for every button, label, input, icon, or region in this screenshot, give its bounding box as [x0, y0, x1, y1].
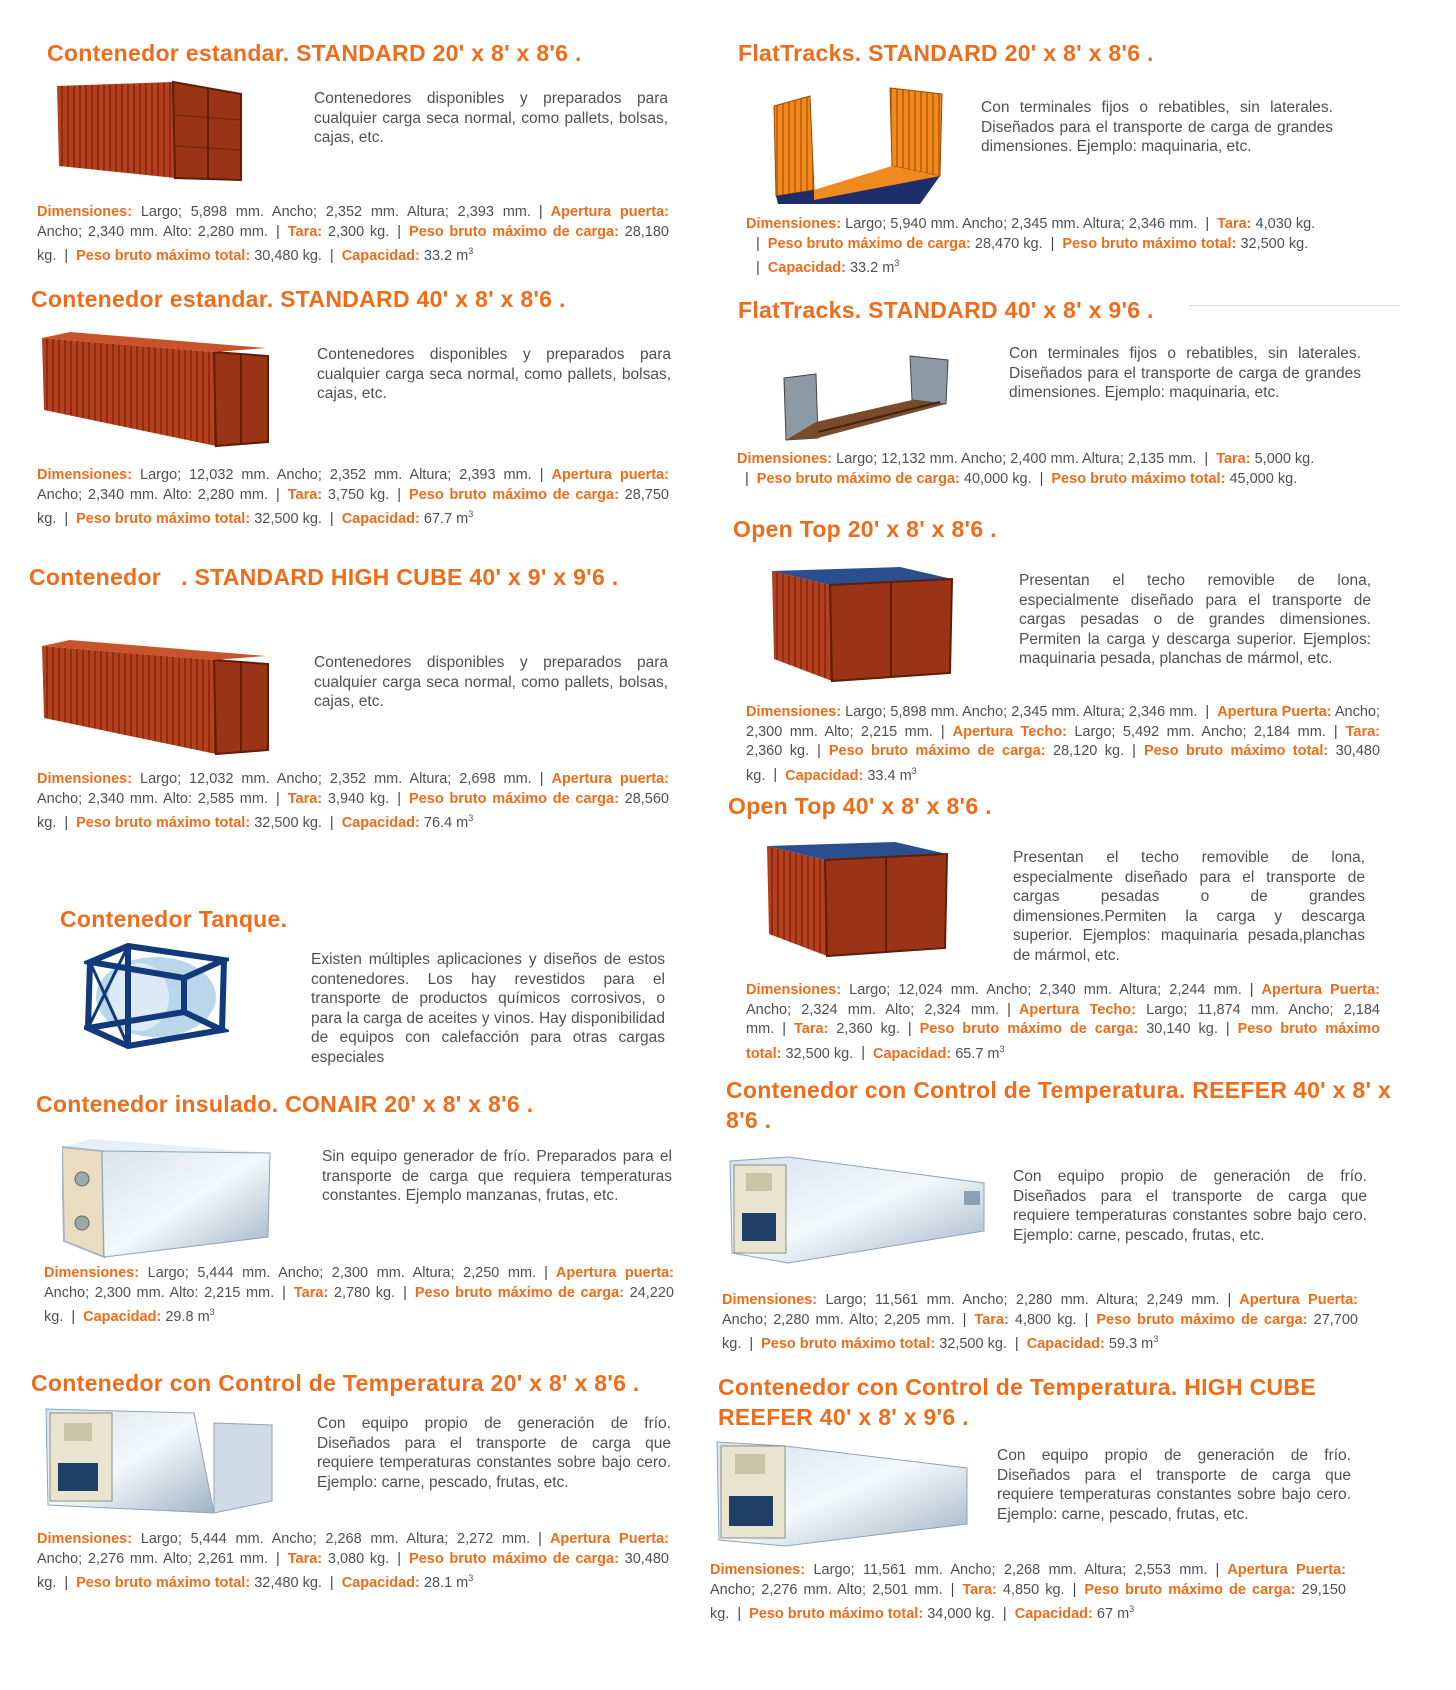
pbc-value: 30,480 kg. [37, 1550, 669, 1591]
tara-value: 5,000 kg. [1254, 451, 1315, 467]
cap-exponent: 3 [468, 813, 474, 823]
pbc-value: 28,470 kg. [974, 235, 1043, 252]
orange-20ft-container-image [55, 80, 245, 185]
card-description: Presentan el techo removible de lona, especialmente diseñado para el transporte de cargas pesadas o de grandes dimensiones.Permiten la carga y descarga superior. Ejemplos: maquinaria pesada,planchas de mármol, etc. [1013, 849, 1365, 964]
card-description: Con equipo propio de generación de frío. Diseñados para el transporte de carga que requiere temperaturas constantes sobre bajo cero. Ejemplo: carne, pescado, frutas, etc. [997, 1447, 1351, 1523]
card-description: Existen múltiples aplicaciones y diseños de estos contenedores. Los hay revestidos para el transporte de productos químicos corrosivos, o para la carga de aceites y vinos. Hay disponibilidad de equipos con calefacción para otras cargas especiales [311, 951, 665, 1066]
cap-exponent: 3 [999, 1043, 1005, 1054]
dim-label: Dimensiones: [37, 1531, 133, 1547]
pbt-label: Peso bruto máximo total: [1051, 470, 1226, 487]
card-specs: Dimensiones: Largo; 5,444 mm. Ancho; 2,300 mm. Altura; 2,250 mm. | Apertura puerta: Ancho; 2,300 mm. Alto: 2,215 mm. | Tara: 2,780 kg. | Peso bruto máximo de carga: 24,220 kg. | Capacidad: 29.8 $m^3$ [44, 1265, 674, 1325]
techo-label: Apertura Techo: [952, 723, 1067, 740]
pbc-value: 30,140 kg. [1146, 1021, 1218, 1037]
tara-value: 3,750 kg. [327, 486, 390, 503]
pbc-value: 40,000 kg. [963, 470, 1032, 487]
card-description: Contenedores disponibles y preparados para cualquier carga seca normal, como pallets, bolsas, cajas, etc. [317, 346, 671, 402]
ap-value: Ancho; 2,276 mm. Alto; 2,501 mm. [710, 1581, 943, 1598]
card-title: Contenedor con Control de Temperatura. REEFER 40' x 8' x 8'6 . [726, 1077, 1392, 1133]
cap-exponent: 3 [1153, 1334, 1159, 1344]
ap-value: Ancho; 2,300 mm. Alto; 2,215 mm. [746, 704, 1380, 740]
reefer-20ft-container-image [44, 1405, 274, 1517]
tara-label: Tara: [1345, 723, 1380, 740]
cap-value: 76.4 m [423, 814, 469, 831]
pbt-value: 32,500 kg. [1240, 235, 1309, 252]
card-description: Presentan el techo removible de lona, especialmente diseñado para el transporte de cargas pesadas o de grandes dimensiones. Permiten la carga y descarga superior. Ejemplos: maquinaria pesada, planchas de mármol, etc. [1019, 572, 1371, 667]
dim-value: Largo; 12,024 mm. Ancho; 2,340 mm. Altura; 2,244 mm. [849, 982, 1242, 998]
dim-value: Largo; 12,032 mm. Ancho; 2,352 mm. Altura; 2,393 mm. [140, 467, 532, 483]
pbt-label: Peso bruto máximo total: [761, 1335, 936, 1352]
pbt-value: 45,000 kg. [1229, 470, 1298, 487]
card-title: Contenedor con Control de Temperatura. HIGH CUBE REEFER 40' x 8' x 9'6 . [718, 1374, 1316, 1430]
pbt-value: 34,000 kg. [927, 1605, 995, 1622]
tara-value: 4,850 kg. [1002, 1581, 1065, 1598]
techo-value: Largo; 5,492 mm. Ancho; 2,184 mm. [1074, 723, 1326, 740]
dim-label: Dimensiones: [37, 204, 133, 220]
tara-label: Tara: [287, 790, 323, 807]
title-part-b: . STANDARD HIGH CUBE 40' x 9' x 9'6 . [181, 564, 619, 590]
card-title: FlatTracks. STANDARD 20' x 8' x 8'6 . [738, 40, 1154, 66]
pbt-label: Peso bruto máximo total: [76, 510, 251, 527]
tara-label: Tara: [1216, 451, 1251, 467]
cap-value: 65.7 m [955, 1045, 1000, 1062]
card-title: Open Top 20' x 8' x 8'6 . [733, 516, 997, 542]
techo-value: Largo; 11,874 mm. Ancho; 2,184 mm. [746, 1001, 1380, 1037]
pbc-label: Peso bruto máximo de carga: [1096, 1311, 1308, 1328]
ap-value: Ancho; 2,340 mm. Alto: 2,280 mm. [37, 486, 268, 503]
card-description: Con equipo propio de generación de frío. Diseñados para el transporte de carga que requiere temperaturas constantes sobre bajo cero. Ejemplo: carne, pescado, frutas, etc. [1013, 1168, 1367, 1244]
ap-value: Ancho; 2,300 mm. Alto: 2,215 mm. [44, 1284, 275, 1301]
pbc-label: Peso bruto máximo de carga: [409, 486, 619, 503]
pbc-label: Peso bruto máximo de carga: [756, 470, 960, 487]
cap-label: Capacidad: [1014, 1605, 1093, 1622]
tara-value: 2,300 kg. [327, 223, 390, 240]
grey-flatrack-image [780, 352, 952, 442]
ap-label: Apertura Puerta: [1239, 1292, 1358, 1308]
dim-label: Dimensiones: [710, 1562, 806, 1578]
card-specs: Dimensiones: Largo; 5,898 mm. Ancho; 2,352 mm. Altura; 2,393 mm. | Apertura puerta: Ancho; 2,340 mm. Alto: 2,280 mm. | Tara: 2,300 kg. | Peso bruto máximo de carga: 28,180 kg. | Peso bruto máximo total: 30,480 kg. | Capacidad: 33.2 $m^3$ [37, 204, 669, 264]
pbc-label: Peso bruto máximo de carga: [409, 223, 619, 240]
techo-label: Apertura Techo: [1018, 1001, 1136, 1018]
tara-label: Tara: [293, 1284, 329, 1301]
dim-label: Dimensiones: [37, 771, 133, 787]
dim-value: Largo; 12,132 mm. Ancho; 2,400 mm. Altura; 2,135 mm. [836, 451, 1197, 467]
cap-exponent: 3 [894, 258, 900, 268]
dim-label: Dimensiones: [746, 982, 842, 998]
ap-label: Apertura Puerta: [1227, 1562, 1346, 1578]
cap-exponent: 3 [1129, 1604, 1135, 1614]
tara-label: Tara: [1217, 216, 1252, 232]
card-specs: Dimensiones: Largo; 12,032 mm. Ancho; 2,352 mm. Altura; 2,698 mm. | Apertura puerta: Ancho; 2,340 mm. Alto: 2,585 mm. | Tara: 3,940 kg. | Peso bruto máximo de carga: 28,560 kg. | Peso bruto máximo total: 32,500 kg. | Capacidad: 76.4 $m^3$ [37, 771, 669, 831]
tara-value: 4,030 kg. [1255, 216, 1316, 232]
orange-flatrack-image [770, 86, 955, 206]
tara-label: Tara: [974, 1311, 1009, 1328]
cap-value: 67.7 m [423, 510, 469, 527]
orange-40ft-container-image [40, 332, 270, 450]
ap-label: Apertura puerta: [555, 1265, 674, 1281]
cap-label: Capacidad: [341, 247, 420, 264]
card-title: FlatTracks. STANDARD 40' x 8' x 9'6 . [738, 297, 1154, 323]
pbt-label: Peso bruto máximo total: [746, 1021, 1380, 1062]
cap-label: Capacidad: [341, 1574, 420, 1591]
pbc-label: Peso bruto máximo de carga: [1084, 1581, 1296, 1598]
cap-label: Capacidad: [83, 1308, 162, 1325]
card-specs: Dimensiones: Largo; 12,032 mm. Ancho; 2,352 mm. Altura; 2,393 mm. | Apertura puerta: Ancho; 2,340 mm. Alto: 2,280 mm. | Tara: 3,750 kg. | Peso bruto máximo de carga: 28,750 kg. | Peso bruto máximo total: 32,500 kg. | Capacidad: 67.7 $m^3$ [37, 467, 669, 527]
cap-label: Capacidad: [872, 1045, 952, 1062]
pbt-value: 32,500 kg. [939, 1335, 1007, 1352]
orange-high-cube-container-image [40, 640, 270, 758]
pbt-value: 30,480 kg. [254, 247, 322, 264]
insulated-container-image [62, 1137, 272, 1259]
ap-value: Ancho; 2,280 mm. Alto; 2,205 mm. [722, 1311, 955, 1328]
ap-label: Apertura puerta: [550, 204, 669, 220]
dim-label: Dimensiones: [37, 467, 133, 483]
ap-label: Apertura Puerta: [1217, 704, 1332, 720]
dim-label: Dimensiones: [737, 451, 833, 467]
pbc-value: 29,150 kg. [710, 1581, 1346, 1622]
open-top-40ft-image [765, 840, 949, 958]
card-title: Open Top 40' x 8' x 8'6 . [728, 793, 992, 819]
pbc-label: Peso bruto máximo de carga: [767, 235, 971, 252]
high-cube-reefer-image [715, 1440, 969, 1548]
tara-value: 3,940 kg. [327, 790, 390, 807]
reefer-40ft-image [728, 1155, 986, 1265]
card-specs: Dimensiones: Largo; 12,132 mm. Ancho; 2,400 mm. Altura; 2,135 mm. | Tara: 5,000 kg. | Peso bruto máximo de carga: 40,000 kg. | Peso bruto máximo total: 45,000 kg. [737, 451, 1315, 487]
pbt-value: 32,500 kg. [785, 1045, 854, 1062]
pbc-value: 28,560 kg. [37, 790, 669, 831]
tara-label: Tara: [287, 486, 323, 503]
cap-label: Capacidad: [785, 767, 864, 784]
dim-value: Largo; 11,561 mm. Ancho; 2,280 mm. Altura; 2,249 mm. [825, 1292, 1220, 1308]
cap-value: 33.4 m [867, 767, 912, 784]
tara-label: Tara: [287, 223, 323, 240]
ap-label: Apertura puerta: [551, 467, 669, 483]
ap-value: Ancho; 2,340 mm. Alto: 2,585 mm. [37, 790, 268, 807]
tank-container-image [84, 942, 229, 1052]
card-description: Sin equipo generador de frío. Preparados para el transporte de carga que requiera temperaturas constantes. Ejemplo manzanas, frutas, etc. [322, 1148, 672, 1204]
tara-value: 2,780 kg. [333, 1284, 396, 1301]
pbt-label: Peso bruto máximo total: [76, 814, 251, 831]
pbc-value: 24,220 kg. [44, 1284, 674, 1325]
ap-label: Apertura Puerta: [549, 1531, 669, 1547]
pbt-value: 30,480 kg. [746, 743, 1381, 784]
cap-value: 59.3 m [1108, 1335, 1154, 1352]
cap-value: 29.8 m [165, 1308, 210, 1325]
dim-label: Dimensiones: [44, 1265, 140, 1281]
tara-value: 4,800 kg. [1014, 1311, 1077, 1328]
cap-exponent: 3 [209, 1307, 215, 1317]
pbc-label: Peso bruto máximo de carga: [828, 743, 1046, 759]
card-specs: Dimensiones: Largo; 12,024 mm. Ancho; 2,340 mm. Altura; 2,244 mm. | Apertura Puerta: Ancho; 2,324 mm. Alto; 2,324 mm. | Apertura Techo: Largo; 11,874 mm. Ancho; 2,184 mm. | Tara: 2,360 kg. | Peso bruto máximo de carga: 30,140 kg. | Peso bruto máximo total: 32,500 kg. | Capacidad: 65.7 $m^3$ [746, 982, 1380, 1062]
ap-value: Ancho; 2,324 mm. Alto; 2,324 mm. [746, 1001, 1000, 1018]
dim-value: Largo; 5,444 mm. Ancho; 2,300 mm. Altura; 2,250 mm. [147, 1265, 537, 1281]
cap-value: 67 m [1096, 1605, 1130, 1622]
ap-value: Ancho; 2,276 mm. Alto; 2,261 mm. [37, 1550, 268, 1567]
pbc-label: Peso bruto máximo de carga: [414, 1284, 625, 1301]
ap-value: Ancho; 2,340 mm. Alto: 2,280 mm. [37, 223, 268, 240]
cap-label: Capacidad: [1026, 1335, 1105, 1352]
dim-value: Largo; 11,561 mm. Ancho; 2,268 mm. Altura; 2,553 mm. [813, 1562, 1208, 1578]
cap-label: Capacidad: [767, 259, 846, 276]
card-specs: Dimensiones: Largo; 11,561 mm. Ancho; 2,268 mm. Altura; 2,553 mm. | Apertura Puerta: Ancho; 2,276 mm. Alto; 2,501 mm. | Tara: 4,850 kg. | Peso bruto máximo de carga: 29,150 kg. | Peso bruto máximo total: 34,000 kg. | Capacidad: 67 $m^3$ [710, 1562, 1346, 1622]
cap-value: 33.2 m [423, 247, 469, 264]
dim-label: Dimensiones: [746, 216, 842, 232]
pbc-label: Peso bruto máximo de carga: [409, 790, 619, 807]
cap-exponent: 3 [468, 246, 474, 256]
cap-exponent: 3 [468, 509, 474, 519]
card-description: Con terminales fijos o rebatibles, sin laterales. Diseñados para el transporte de carga de grandes dimensiones. Ejemplo: maquinaria, etc. [981, 99, 1333, 155]
ap-label: Apertura puerta: [551, 771, 669, 787]
card-title: Contenedor estandar. STANDARD 20' x 8' x 8'6 . [47, 40, 582, 66]
tara-label: Tara: [793, 1021, 829, 1037]
cap-exponent: 3 [911, 765, 917, 776]
card-specs: Dimensiones: Largo; 5,898 mm. Ancho; 2,345 mm. Altura; 2,346 mm. | Apertura Puerta: Ancho; 2,300 mm. Alto; 2,215 mm. | Apertura Techo: Largo; 5,492 mm. Ancho; 2,184 mm. | Tara: 2,360 kg. | Peso bruto máximo de carga: 28,120 kg. | Peso bruto máximo total: 30,480 kg. | Capacidad: 33.4 $m^3$ [746, 704, 1381, 784]
title-part-a: Contenedor [29, 564, 162, 590]
tara-value: 3,080 kg. [327, 1550, 390, 1567]
divider [1190, 305, 1400, 306]
cap-label: Capacidad: [341, 510, 420, 527]
card-description: Con terminales fijos o rebatibles, sin laterales. Diseñados para el transporte de carga de grandes dimensiones. Ejemplo: maquinaria, etc. [1009, 345, 1361, 401]
card-specs: Dimensiones: Largo; 5,444 mm. Ancho; 2,268 mm. Altura; 2,272 mm. | Apertura Puerta: Ancho; 2,276 mm. Alto; 2,261 mm. | Tara: 3,080 kg. | Peso bruto máximo de carga: 30,480 kg. | Peso bruto máximo total: 32,480 kg. | Capacidad: 28.1 $m^3$ [37, 1531, 669, 1591]
cap-value: 33.2 m [849, 259, 895, 276]
open-top-20ft-image [770, 565, 954, 683]
pbt-value: 32,500 kg. [254, 510, 322, 527]
pbt-label: Peso bruto máximo total: [1143, 743, 1329, 759]
card-title: Contenedor estandar. STANDARD 40' x 8' x 8'6 . [31, 286, 566, 312]
card-title: Contenedor con Control de Temperatura 20' x 8' x 8'6 . [31, 1370, 640, 1396]
cap-exponent: 3 [468, 1573, 474, 1583]
card-specs: Dimensiones: Largo; 5,940 mm. Ancho; 2,345 mm. Altura; 2,346 mm. | Tara: 4,030 kg. | Peso bruto máximo de carga: 28,470 kg. | Peso bruto máximo total: 32,500 kg. | Capacidad: 33.2 $m^3$ [746, 216, 1316, 276]
dim-value: Largo; 5,940 mm. Ancho; 2,345 mm. Altura; 2,346 mm. [845, 216, 1198, 232]
card-description: Con equipo propio de generación de frío. Diseñados para el transporte de carga que requiere temperaturas constantes sobre bajo cero. Ejemplo: carne, pescado, frutas, etc. [317, 1415, 671, 1491]
dim-value: Largo; 5,898 mm. Ancho; 2,345 mm. Altura; 2,346 mm. [845, 704, 1198, 720]
pbc-value: 28,120 kg. [1053, 743, 1125, 759]
dim-value: Largo; 12,032 mm. Ancho; 2,352 mm. Altura; 2,698 mm. [140, 771, 532, 787]
pbt-label: Peso bruto máximo total: [76, 1574, 251, 1591]
card-title: Contenedor insulado. CONAIR 20' x 8' x 8'6 . [36, 1091, 534, 1117]
pbt-value: 32,480 kg. [254, 1574, 322, 1591]
tara-value: 2,360 kg. [836, 1021, 900, 1037]
tara-value: 2,360 kg. [746, 743, 810, 759]
dim-value: Largo; 5,898 mm. Ancho; 2,352 mm. Altura; 2,393 mm. [140, 204, 531, 220]
ap-label: Apertura Puerta: [1261, 982, 1380, 998]
card-title [29, 564, 618, 591]
pbt-label: Peso bruto máximo total: [749, 1605, 924, 1622]
tara-label: Tara: [287, 1550, 323, 1567]
dim-label: Dimensiones: [746, 704, 842, 720]
cap-label: Capacidad: [341, 814, 420, 831]
pbt-label: Peso bruto máximo total: [76, 247, 251, 264]
card-description: Contenedores disponibles y preparados para cualquier carga seca normal, como pallets, bolsas, cajas, etc. [314, 90, 668, 146]
pbc-value: 27,700 kg. [722, 1311, 1358, 1352]
pbc-value: 28,180 kg. [37, 223, 669, 264]
pbc-label: Peso bruto máximo de carga: [409, 1550, 619, 1567]
card-description: Contenedores disponibles y preparados para cualquier carga seca normal, como pallets, bolsas, cajas, etc. [314, 654, 668, 710]
pbc-value: 28,750 kg. [37, 486, 669, 527]
pbt-label: Peso bruto máximo total: [1062, 235, 1237, 252]
card-specs: Dimensiones: Largo; 11,561 mm. Ancho; 2,280 mm. Altura; 2,249 mm. | Apertura Puerta: Ancho; 2,280 mm. Alto; 2,205 mm. | Tara: 4,800 kg. | Peso bruto máximo de carga: 27,700 kg. | Peso bruto máximo total: 32,500 kg. | Capacidad: 59.3 $m^3$ [722, 1292, 1358, 1352]
pbc-label: Peso bruto máximo de carga: [919, 1021, 1139, 1037]
pbt-value: 32,500 kg. [254, 814, 322, 831]
tara-label: Tara: [962, 1581, 997, 1598]
dim-value: Largo; 5,444 mm. Ancho; 2,268 mm. Altura; 2,272 mm. [140, 1531, 531, 1547]
card-title: Contenedor Tanque. [60, 906, 288, 932]
cap-value: 28.1 m [423, 1574, 469, 1591]
dim-label: Dimensiones: [722, 1292, 818, 1308]
